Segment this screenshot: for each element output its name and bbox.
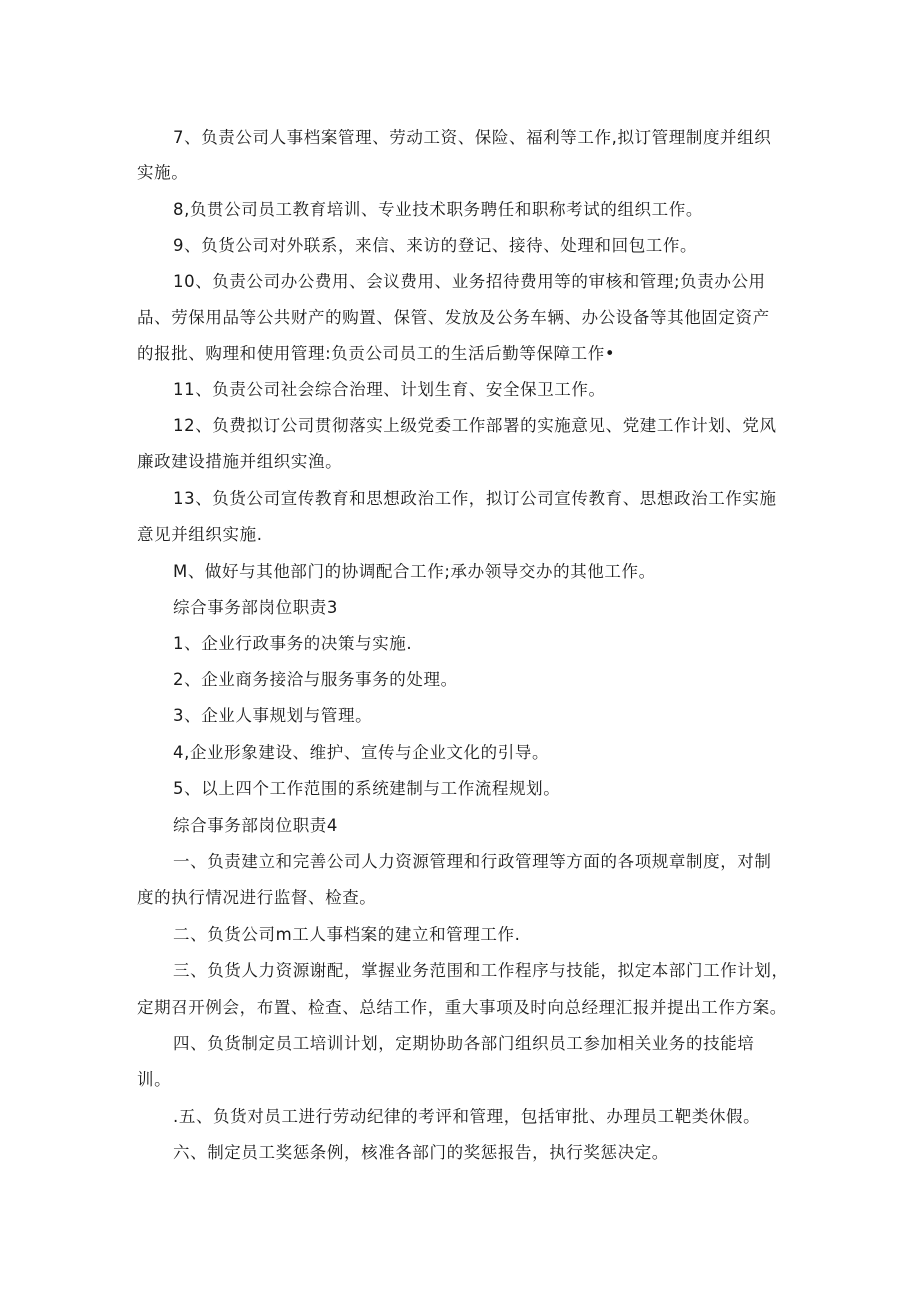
paragraph-line: 度的执行情况进行监督、检查。 (137, 888, 377, 907)
paragraph-line: 13、负货公司宣传教育和思想政治工作，拟订公司宣传教育、思想政治工作实施 (173, 489, 777, 508)
paragraph-line: 8,负贯公司员工教育培训、专业技术职务聘任和职称考试的组织工作。 (173, 200, 703, 219)
paragraph-line: 定期召开例会，布置、检查、总结工作，重大事项及时向总经理汇报并提出工作方案。 (137, 998, 787, 1017)
paragraph-line: 意见并组织实施. (137, 525, 263, 544)
paragraph-line: 的报批、购理和使用管理:负贡公司员工的生活后勤等保障工作• (137, 344, 616, 363)
paragraph-line: 训。 (137, 1070, 172, 1089)
paragraph-line: 四、负货制定员工培训计划，定期协助各部门组织员工参加相关业务的技能培 (173, 1034, 755, 1053)
paragraph-line: .五、负货对员工进行劳动纪律的考评和管理，包括审批、办理员工靶类休假。 (173, 1107, 761, 1126)
paragraph-line: 4,企业形象建设、维护、宣传与企业文化的引导。 (173, 743, 550, 762)
paragraph-line: 7、负责公司人事档案管理、劳动工资、保险、福利等工作,拟订管理制度并组织 (173, 128, 772, 147)
paragraph-line: 3、企业人事规划与管理。 (173, 706, 373, 725)
paragraph-line: 9、负货公司对外联系，来信、来访的登记、接待、处理和回包工作。 (173, 236, 698, 255)
paragraph-line: 实施。 (137, 163, 189, 182)
paragraph-line: 廉政建设措施并组织实渔。 (137, 452, 343, 471)
paragraph-line: 1、企业行政事务的决策与实施. (173, 634, 413, 653)
paragraph-line: 5、以上四个工作范围的系统建制与工作流程规划。 (173, 779, 561, 798)
paragraph-line: M、做好与其他部门的协调配合工作;承办领导交办的其他工作。 (173, 562, 656, 581)
section-heading: 综合事务部岗位职责3 (173, 598, 338, 617)
paragraph-line: 10、负责公司办公费用、会议费用、业务招待费用等的审核和管理;负责办公用 (173, 272, 766, 291)
paragraph-line: 12、负费拟订公司贯彻落实上级党委工作部署的实施意见、党建工作计划、党风 (173, 416, 777, 435)
paragraph-line: 11、负责公司社会综合治理、计划生育、安全保卫工作。 (173, 380, 606, 399)
paragraph-line: 三、负货人力资源谢配，掌握业务范围和工作程序与技能，拟定本部门工作计划， (173, 961, 789, 980)
section-heading: 综合事务部岗位职责4 (173, 816, 338, 835)
paragraph-line: 一、负责建立和完善公司人力资源管理和行政管理等方面的各项规章制度，对制 (173, 852, 772, 871)
paragraph-line: 品、劳保用品等公共财产的购置、保管、发放及公务车辆、办公设备等其他固定资产 (137, 308, 770, 327)
paragraph-line: 2、企业商务接洽与服务事务的处理。 (173, 670, 458, 689)
paragraph-line: 六、制定员工奖惩条例，核准各部门的奖惩报告，执行奖惩决定。 (173, 1143, 669, 1162)
paragraph-line: 二、负货公司m工人事档案的建立和管理工作. (173, 925, 521, 944)
